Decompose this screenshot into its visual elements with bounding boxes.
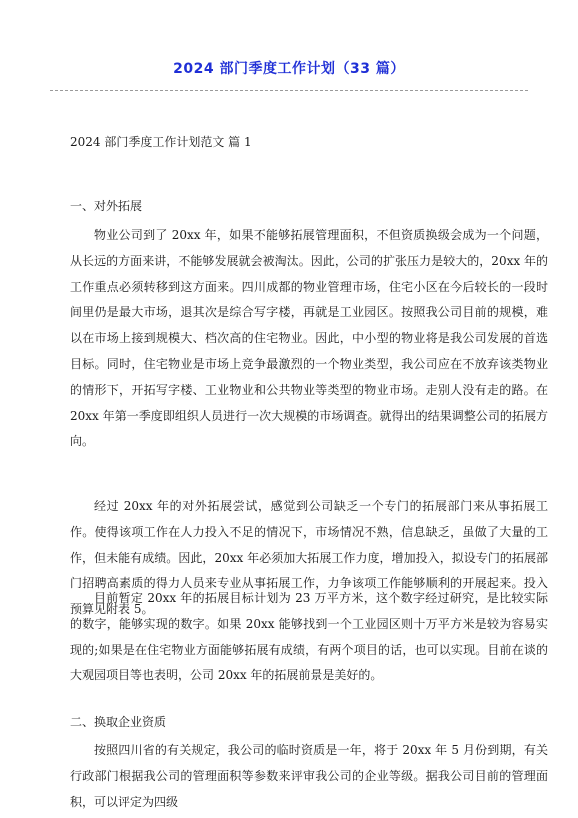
section-1-paragraph-3: 目前暂定 20xx 年的拓展目标计划为 23 万平方米，这个数字经过研究，是比较实际的数字，能够实现的数字。如果 20xx 能够找到一个工业园区则十万平方米是较为容易实现的;如果是在住宅物业方面能够拓展有成绩，有两个项目的话，也可以实现。目前在谈的大观园项目等也表明，公司 20xx 年的拓展前景是美好的。	[70, 591, 548, 683]
section-2-paragraph-1: 按照四川省的有关规定，我公司的临时资质是一年，将于 20xx 年 5 月份到期，有关行政部门根据我公司的管理面积等参数来评审我公司的企业等级。据我公司目前的管理面积，可以评定为四级	[70, 743, 548, 809]
title-divider	[50, 90, 528, 91]
section-1-paragraph-1: 物业公司到了 20xx 年，如果不能够拓展管理面积，不但资质换级会成为一个问题，从长远的方面来讲，不能够发展就会被淘汰。因此，公司的扩张压力是较大的，20xx 年的工作重点必须转移到这方面来。四川成都的物业管理市场，住宅小区在今后较长的一段时间里仍是最大市场，退其次是综合写字楼，再就是工业园区。按照我公司目前的规模，难以在市场上接到规模大、档次高的住宅物业。因此，中小型的物业将是我公司发展的首选目标。同时，住宅物业是市场上竞争最激烈的一个物业类型，我公司应在不放弃该类物业的情形下，开拓写字楼、工业物业和公共物业等类型的物业市场。走别人没有走的路。在 20xx 年第一季度即组织人员进行一次大规模的市场调查。就得出的结果调整公司的拓展方向。	[70, 228, 548, 449]
section-heading-1: 一、对外拓展	[70, 199, 143, 213]
document-subtitle: 2024 部门季度工作计划范文 篇 1	[70, 135, 252, 149]
document-title: 2024 部门季度工作计划（33 篇）	[173, 61, 405, 77]
section-heading-2: 二、换取企业资质	[70, 715, 167, 729]
section-1-paragraph-2: 经过 20xx 年的对外拓展尝试，感觉到公司缺乏一个专门的拓展部门来从事拓展工作。使得该项工作在人力投入不足的情况下，市场情况不熟，信息缺乏，虽做了大量的工作，但未能有成绩。因此，20xx 年必须加大拓展工作力度，增加投入，拟设专门的拓展部门招聘高素质的得力人员来专业从事拓展工作，力争该项工作能够顺利的开展起来。投入预算见附表 5。	[70, 499, 548, 617]
